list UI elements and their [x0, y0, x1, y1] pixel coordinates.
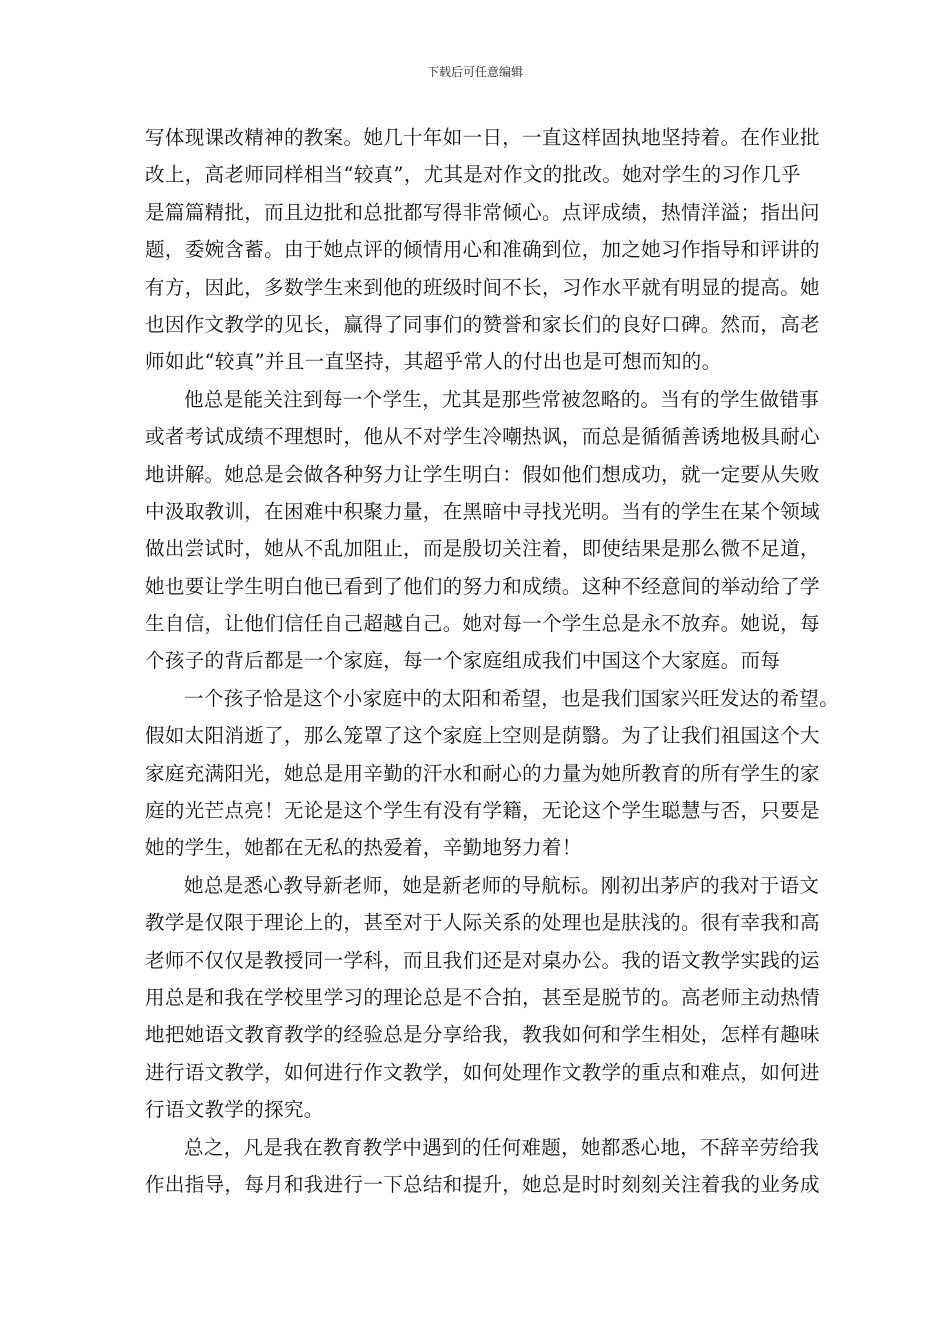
- text-line: 生自信，让他们信任自己超越自己。她对每一个学生总是永不放弃。她说，每: [145, 612, 820, 636]
- page-header: 下载后可任意编辑: [426, 65, 523, 79]
- document-body: [145, 119, 840, 1203]
- text-line: 地讲解。她总是会做各种努力让学生明白：假如他们想成功，就一定要从失败: [145, 462, 820, 486]
- text-line: 作出指导，每月和我进行一下总结和提升，她总是时时刻刻关注着我的业务成: [145, 1172, 820, 1196]
- text-line: 她的学生，她都在无私的热爱着，辛勤地努力着！: [145, 836, 582, 860]
- text-line: 她总是悉心教导新老师，她是新老师的导航标。刚初出茅庐的我对于语文: [184, 873, 820, 897]
- text-line: 或者考试成绩不理想时，他从不对学生冷嘲热讽，而总是循循善诱地极具耐心: [145, 425, 820, 449]
- text-line: 师如此“较真”并且一直坚持，其超乎常人的付出也是可想而知的。: [145, 350, 722, 374]
- text-line: 他总是能关注到每一个学生，尤其是那些常被忽略的。当有的学生做错事: [184, 387, 820, 411]
- text-line: 做出尝试时，她从不乱加阻止，而是殷切关注着，即使结果是那么微不足道，: [145, 537, 820, 561]
- text-line: 庭的光芒点亮！无论是这个学生有没有学籍，无论这个学生聪慧与否，只要是: [145, 799, 820, 823]
- text-line: 老师不仅仅是教授同一学科，而且我们还是对桌办公。我的语文教学实践的运: [145, 948, 820, 972]
- text-line: 教学是仅限于理论上的，甚至对于人际关系的处理也是肤浅的。很有幸我和高: [145, 911, 820, 935]
- text-line: 改上，高老师同样相当“较真”，尤其是对作文的批改。她对学生的习作几乎: [145, 163, 801, 187]
- text-line: 行语文教学的探究。: [145, 1098, 324, 1122]
- text-line: 家庭充满阳光，她总是用辛勤的汗水和耐心的力量为她所教育的所有学生的家: [145, 761, 820, 785]
- text-line: 中汲取教训，在困难中积聚力量，在黑暗中寻找光明。当有的学生在某个领域: [145, 499, 820, 523]
- text-line: 她也要让学生明白他已看到了他们的努力和成绩。这种不经意间的举动给了学: [145, 574, 820, 598]
- text-line: 地把她语文教育教学的经验总是分享给我，教我如何和学生相处，怎样有趣味: [145, 1023, 820, 1047]
- text-line: 进行语文教学，如何进行作文教学，如何处理作文教学的重点和难点，如何进: [145, 1060, 820, 1084]
- text-line: 总之，凡是我在教育教学中遇到的任何难题，她都悉心地，不辞辛劳给我: [184, 1135, 820, 1159]
- text-line: 也因作文教学的见长，赢得了同事们的赞誉和家长们的良好口碑。然而，高老: [145, 312, 820, 336]
- text-line: 有方，因此，多数学生来到他的班级时间不长，习作水平就有明显的提高。她: [145, 275, 820, 299]
- text-line: 写体现课改精神的教案。她几十年如一日，一直这样固执地坚持着。在作业批: [145, 126, 820, 149]
- text-line: 用总是和我在学校里学习的理论总是不合拍，甚至是脱节的。高老师主动热情: [145, 985, 820, 1009]
- text-line: 一个孩子恰是这个小家庭中的太阳和希望，也是我们国家兴旺发达的希望。: [184, 686, 840, 710]
- text-line: 题，委婉含蓄。由于她点评的倾情用心和准确到位，加之她习作指导和评讲的: [145, 238, 820, 262]
- text-line: 个孩子的背后都是一个家庭，每一个家庭组成我们中国这个大家庭。而每: [145, 649, 781, 673]
- text-line: 是篇篇精批，而且边批和总批都写得非常倾心。点评成绩，热情洋溢；指出问: [145, 200, 820, 224]
- text-line: 假如太阳消逝了，那么笼罩了这个家庭上空则是荫翳。为了让我们祖国这个大: [145, 724, 820, 748]
